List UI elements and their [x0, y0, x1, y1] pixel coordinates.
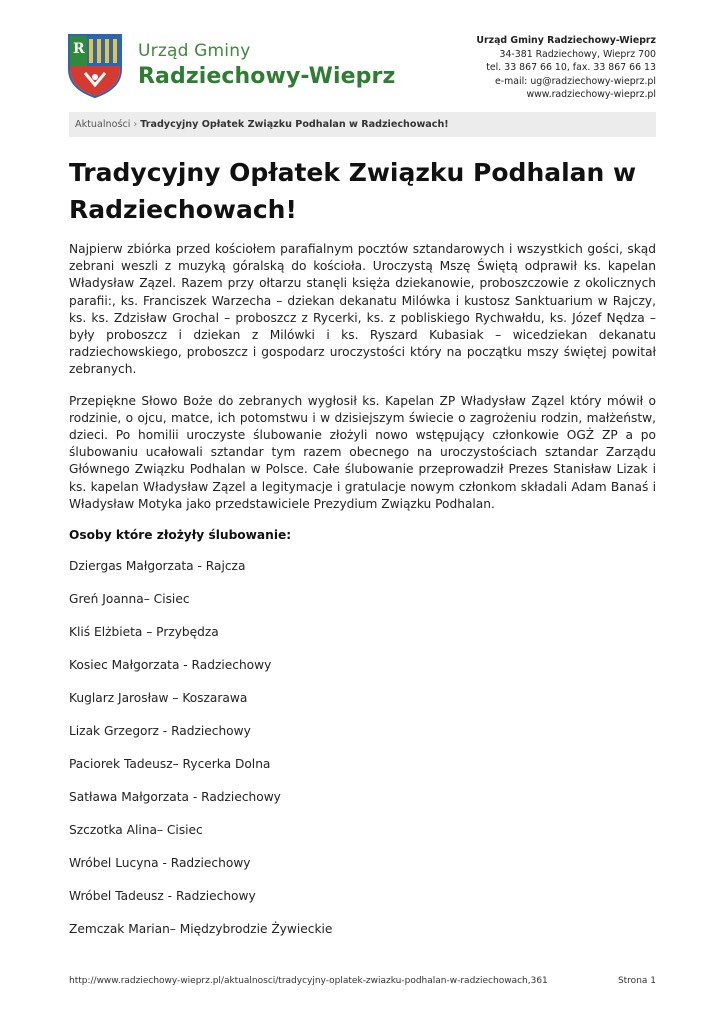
list-item: Wróbel Tadeusz - Radziechowy [69, 889, 256, 904]
coat-of-arms-icon [67, 33, 123, 99]
contact-address: 34-381 Radziechowy, Wieprz 700 [499, 48, 656, 60]
oath-persons-list [69, 558, 656, 954]
contact-org: Urząd Gminy Radziechowy-Wieprz [476, 35, 656, 46]
footer-url[interactable]: http://www.radziechowy-wieprz.pl/aktualnosci/tradycyjny-oplatek-zwiazku-podhalan-w-radziechowach,361 [69, 976, 548, 986]
list-item: Szczotka Alina– Cisiec [69, 823, 203, 838]
article-body [69, 241, 656, 954]
list-item: Lizak Grzegorz - Radziechowy [69, 724, 251, 739]
list-item: Greń Joanna– Cisiec [69, 592, 190, 607]
contact-info [476, 34, 656, 102]
list-item: Kosiec Małgorzata - Radziechowy [69, 658, 272, 673]
list-item: Wróbel Lucyna - Radziechowy [69, 856, 251, 871]
page-footer [69, 976, 656, 990]
article-paragraph: Najpierw zbiórka przed kościołem parafialnym pocztów sztandarowych i wszystkich gości, skąd zebrani weszli z muzyką góralską do kościoła. Uroczystą Mszę Świętą odprawił ks. kapelan Władysław Zązel. Razem przy ołtarzu stanęli księża dziekanowie, proboszczowie z okolicznych parafii:, ks. Franciszek Warzecha – dziekan dekanatu Milówka i kustosz Sanktuarium w Rajczy, ks. ks. Zdzisław Grochal – proboszcz z Rycerki, ks. z pobliskiego Rychwałdu, ks. Józef Nędza – były proboszcz i dziekan z Milówki i ks. Ryszard Kubasiak – wicedziekan dekanatu radziechowskiego, proboszcz i gospodarz uroczystości który na początku mszy świętej powitał zebranych. [69, 242, 656, 377]
article-paragraph: Przepiękne Słowo Boże do zebranych wygłosił ks. Kapelan ZP Władysław Zązel który mówił o rodzinie, o ojcu, matce, ich potomstwu i w dzisiejszym świecie o zagrożeniu rodzin, małżeństw, dzieci. Po homilii uroczyste ślubowanie złożyli nowo wstępujący członkowie OGŻ ZP a po ślubowaniu ucałowali sztandar tym razem obecnego na uroczystościach sztandar Zarządu Głównego Związku Podhalan w Polsce. Całe ślubowanie przeprowadził Prezes Stanisław Lizak i ks. kapelan Władysław Zązel a legitymacje i gratulacje nowym członkom składali Adam Banaś i Władysław Motyka jako przedstawiciele Prezydium Związku Podhalan. [69, 393, 656, 511]
article-title: Tradycyjny Opłatek Związku Podhalan w Radziechowach! [69, 158, 637, 224]
contact-phone: tel. 33 867 66 10, fax. 33 867 66 13 [486, 62, 656, 74]
crest-letter: R [73, 41, 85, 57]
list-item: Kuglarz Jarosław – Koszarawa [69, 691, 248, 706]
oath-list-heading: Osoby które złożyły ślubowanie: [69, 528, 292, 543]
site-logo[interactable] [67, 33, 396, 101]
list-item: Zemczak Marian– Międzybrodzie Żywieckie [69, 922, 333, 937]
breadcrumb-current: Tradycyjny Opłatek Związku Podhalan w Radziechowach! [140, 119, 449, 130]
breadcrumb-separator: › [133, 119, 138, 130]
list-item: Kliś Elżbieta – Przybędza [69, 625, 219, 640]
page-header [0, 0, 725, 110]
breadcrumb-link-news[interactable]: Aktualności [75, 119, 131, 130]
list-item: Satława Małgorzata - Radziechowy [69, 790, 281, 805]
contact-email[interactable]: e-mail: ug@radziechowy-wieprz.pl [494, 75, 656, 87]
contact-website[interactable]: www.radziechowy-wieprz.pl [526, 89, 656, 101]
breadcrumb [69, 112, 656, 137]
list-item: Dziergas Małgorzata - Rajcza [69, 559, 246, 574]
list-item: Paciorek Tadeusz– Rycerka Dolna [69, 757, 271, 772]
page-number: Strona 1 [617, 976, 656, 986]
brand-title: Radziechowy-Wieprz [138, 64, 396, 89]
brand-subtitle: Urząd Gminy [138, 41, 251, 61]
